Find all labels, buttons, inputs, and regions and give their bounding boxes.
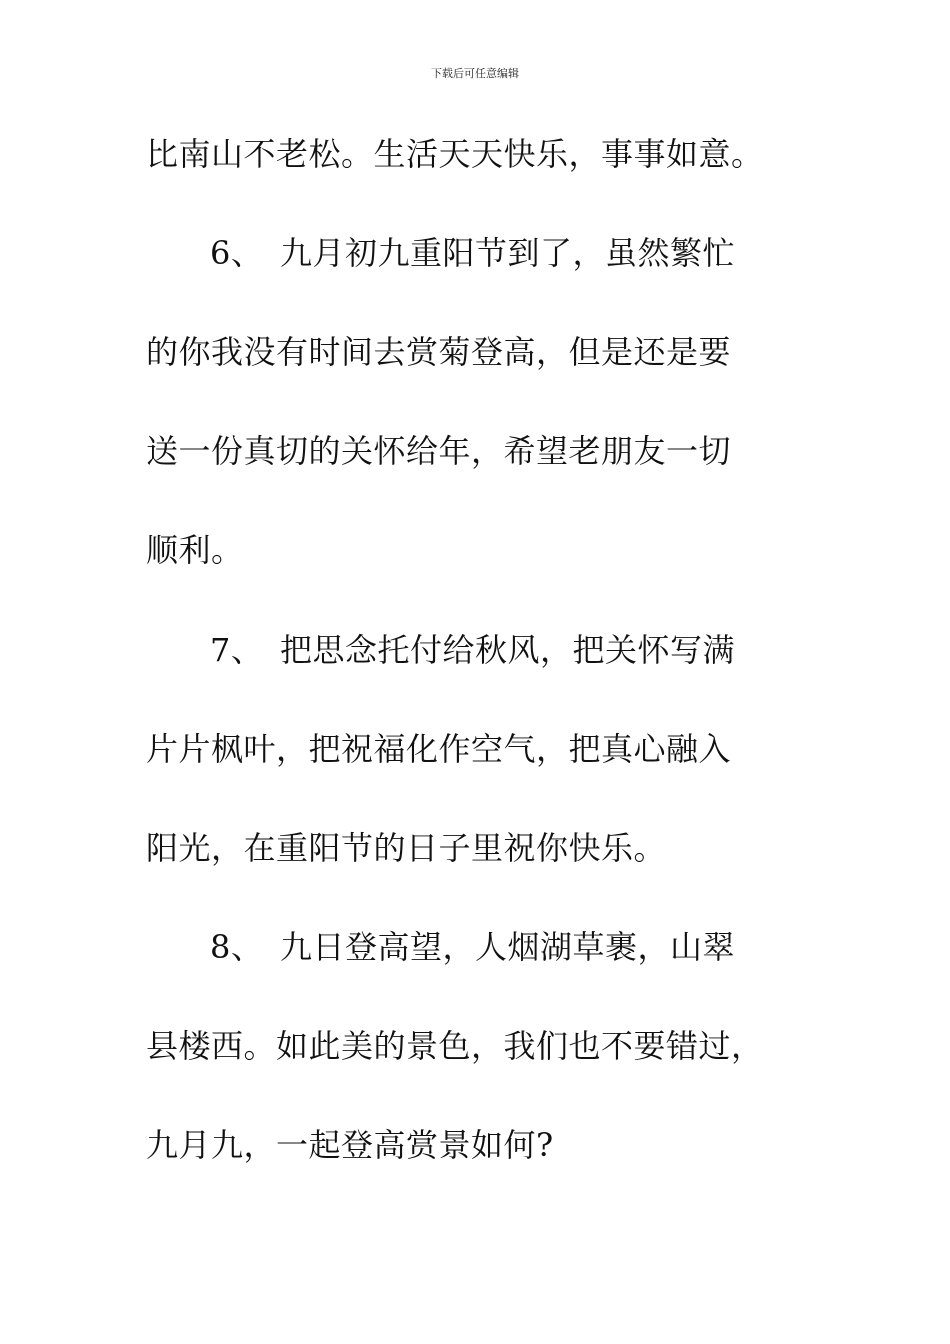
item-number: 8、	[210, 928, 264, 966]
text-line: 送一份真切的关怀给年，希望老朋友一切	[146, 432, 732, 470]
text-line: 县楼西。如此美的景色，我们也不要错过，	[146, 1027, 764, 1065]
list-item-6	[210, 233, 890, 273]
list-item-7	[210, 630, 890, 670]
text-line: 九月九，一起登高赏景如何?	[146, 1126, 554, 1164]
item-number: 7、	[210, 631, 264, 669]
text-line: 顺利。	[146, 531, 244, 569]
item-text: 九月初九重阳节到了，虽然繁忙	[280, 234, 736, 272]
item-number: 6、	[210, 234, 264, 272]
text-line: 阳光，在重阳节的日子里祝你快乐。	[146, 829, 667, 867]
text-line: 比南山不老松。生活天天快乐，事事如意。	[146, 135, 764, 173]
item-text: 九日登高望，人烟湖草裹，山翠	[280, 928, 736, 966]
text-line: 的你我没有时间去赏菊登高，但是还是要	[146, 333, 732, 371]
list-item-8	[210, 927, 890, 967]
text-line: 片片枫叶，把祝福化作空气，把真心融入	[146, 730, 732, 768]
item-text: 把思念托付给秋风，把关怀写满	[280, 631, 736, 669]
page-header-note: 下载后可任意编辑	[431, 67, 519, 80]
